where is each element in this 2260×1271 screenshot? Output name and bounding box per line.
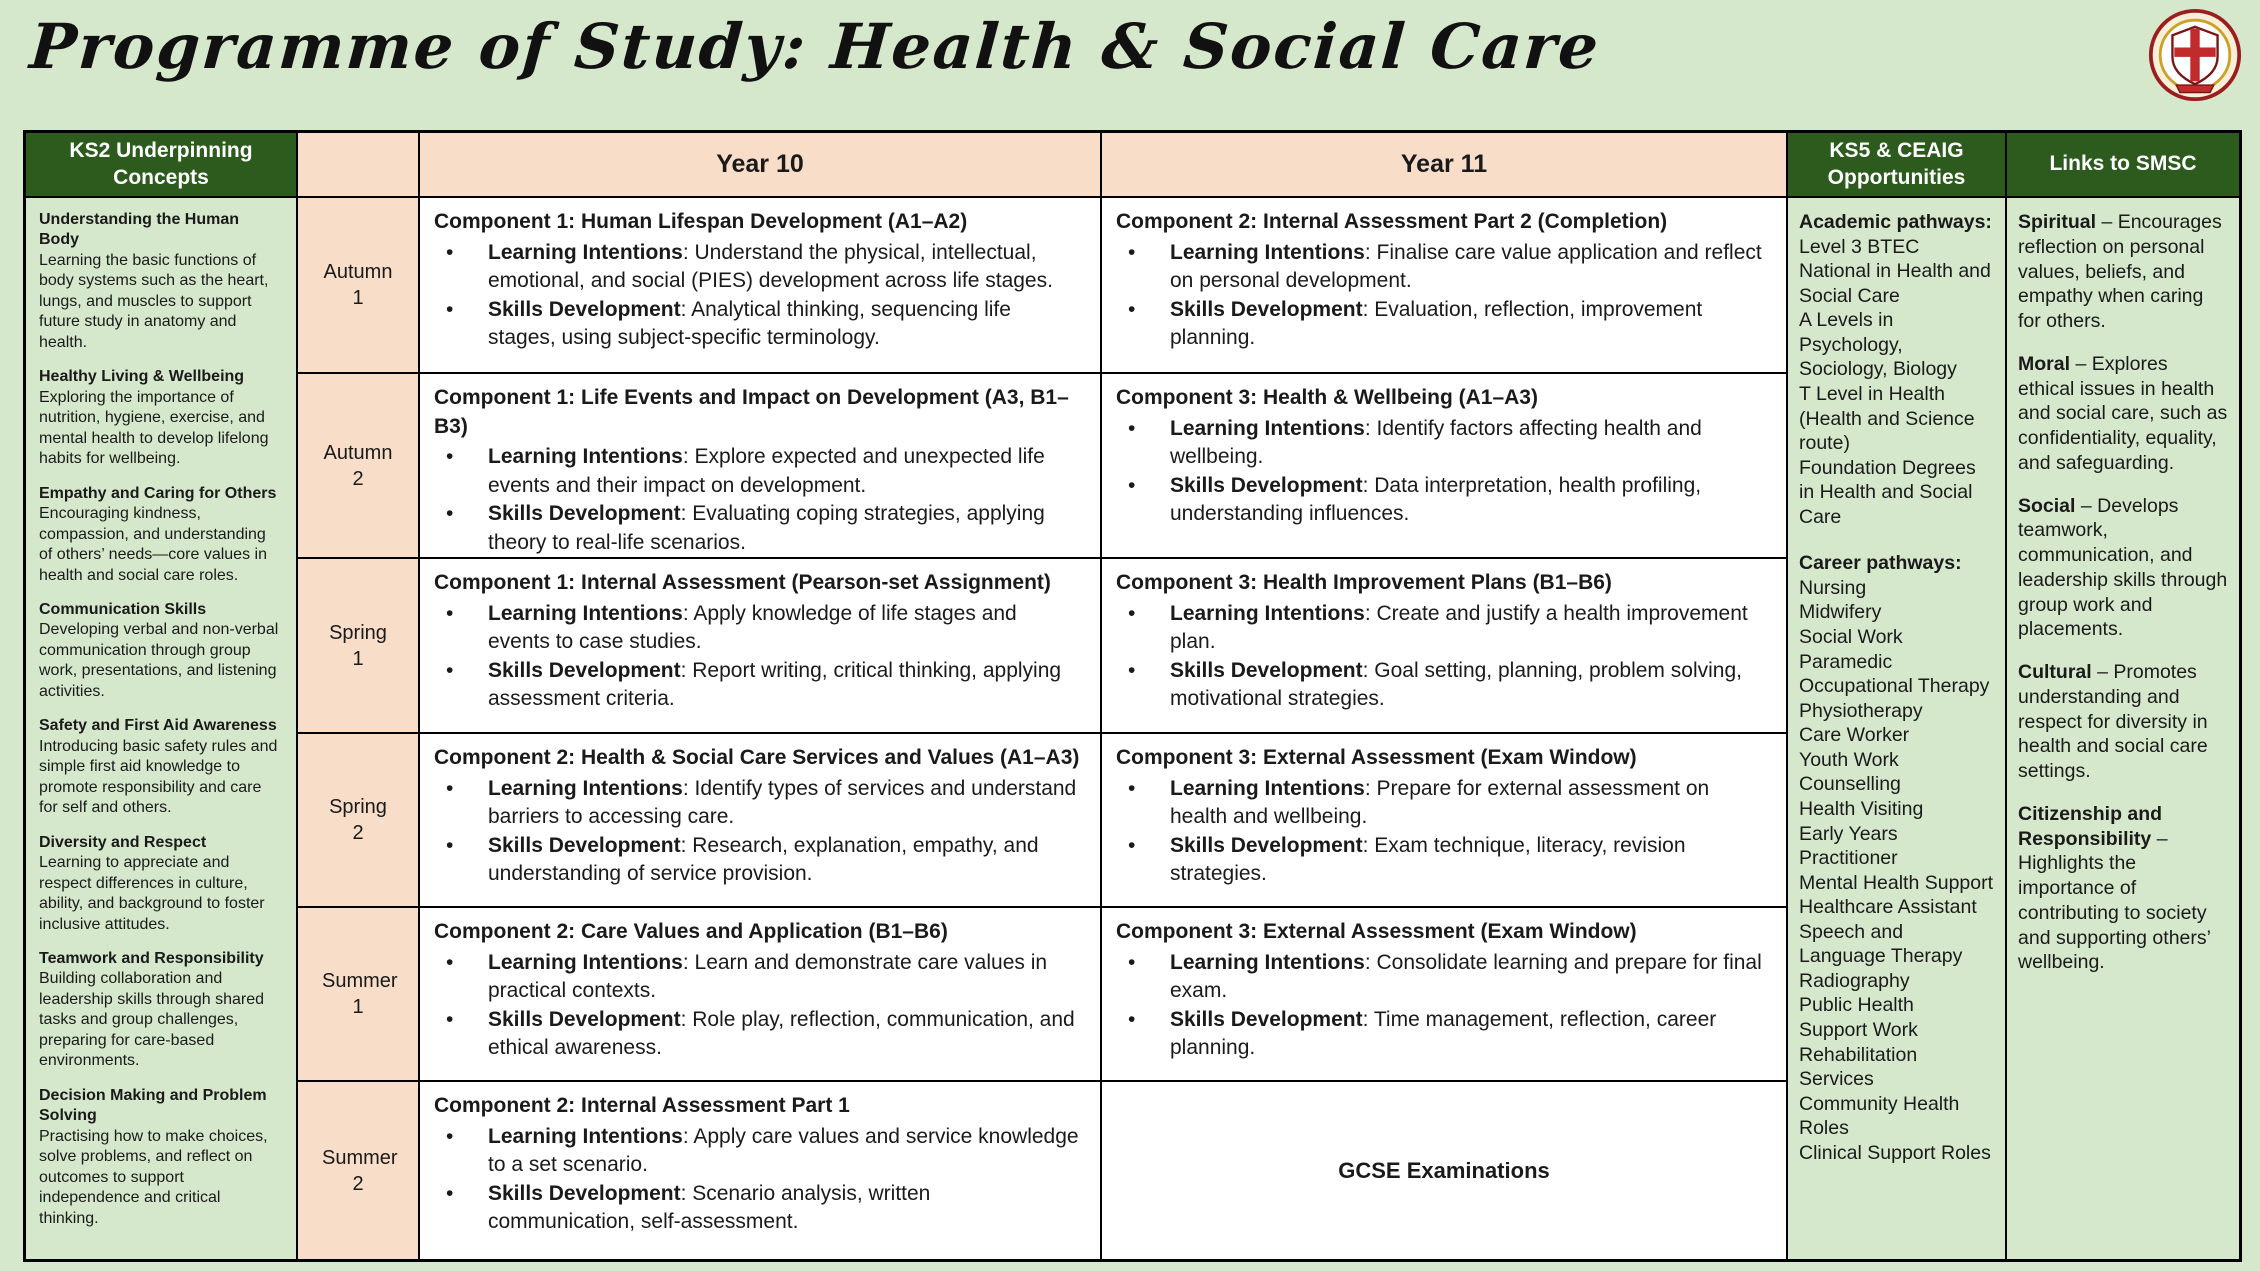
year10-spring1-cell <box>420 559 1100 732</box>
list-item: Occupational Therapy <box>1799 675 1990 698</box>
bullet-text: : Report writing, critical thinking, applying assessment criteria. <box>488 658 1062 711</box>
component-title: Component 3: Health Improvement Plans (B1–B6) <box>1116 571 1612 594</box>
list-item: Support Work <box>1799 1019 1918 1041</box>
ks2-concept <box>39 716 283 818</box>
bullet-lead: Learning Intentions <box>488 776 683 800</box>
bullet-item <box>1116 600 1772 657</box>
component-title: Component 1: Internal Assessment (Pearson-set Assignment) <box>434 571 1051 594</box>
bullet-item <box>1116 415 1772 472</box>
list-item: Health Visiting <box>1799 797 1924 820</box>
bullet-text: : Finalise care value application and reflect on personal development. <box>1170 240 1762 293</box>
bullet-item <box>1116 472 1772 529</box>
concept-title: Diversity and Respect <box>39 833 207 851</box>
list-item: Public Health <box>1799 994 1914 1017</box>
smsc-lead: Moral <box>2018 352 2071 375</box>
component-title: Component 1: Human Lifespan Development (A1–A2) <box>434 210 968 233</box>
smsc-spiritual <box>2018 210 2228 334</box>
concept-text: Learning to appreciate and respect differences in culture, ability, and background to foster inclusive attitudes. <box>39 854 265 933</box>
bullet-icon: • <box>1128 601 1136 625</box>
bullet-lead: Learning Intentions <box>1170 416 1365 440</box>
bullet-lead: Skills Development <box>1170 1007 1363 1031</box>
year11-spring1-cell <box>1102 559 1786 732</box>
list-item: Foundation Degrees in Health and Social Care <box>1799 456 1976 528</box>
bullet-item <box>434 775 1086 832</box>
term-label: Spring 1 <box>329 621 387 670</box>
concept-text: Practising how to make choices, solve problems, and reflect on outcomes to support independence and critical thinking. <box>39 1127 268 1227</box>
list-item: T Level in Health (Health and Science route) <box>1799 382 1975 455</box>
bullet-icon: • <box>1128 240 1136 264</box>
bullet-lead: Skills Development <box>488 833 681 857</box>
bullet-lead: Skills Development <box>488 658 681 682</box>
bullet-item <box>1116 949 1772 1006</box>
year10-autumn2-cell <box>420 374 1100 557</box>
bullet-icon: • <box>446 601 454 625</box>
component-title: Component 3: External Assessment (Exam Window) <box>1116 746 1637 769</box>
bullet-icon: • <box>446 658 454 682</box>
year10-autumn1-cell <box>420 198 1100 372</box>
academic-pathways-block <box>1799 210 1994 529</box>
bullet-icon: • <box>446 297 454 321</box>
smsc-moral <box>2018 352 2228 476</box>
smsc-text: – Highlights the importance of contributing to society and supporting others’ wellbeing. <box>2018 827 2211 974</box>
component-title: Component 1: Life Events and Impact on Development (A3, B1–B3) <box>434 386 1069 438</box>
term-spring-2 <box>298 734 418 906</box>
list-item: Care Worker <box>1799 724 1910 747</box>
bullet-text: : Understand the physical, intellectual, emotional, and social (PIES) development across life stages. <box>488 240 1053 293</box>
bullet-lead: Learning Intentions <box>488 240 683 264</box>
bullet-text: : Role play, reflection, communication, and ethical awareness. <box>488 1007 1075 1060</box>
bullet-item <box>434 949 1086 1006</box>
bullet-icon: • <box>1128 776 1136 800</box>
list-item: Radiography <box>1799 969 1910 992</box>
bullet-text: : Apply knowledge of life stages and events to case studies. <box>488 601 1017 654</box>
list-item: Youth Work <box>1799 748 1899 771</box>
header-ks2-concepts: KS2 Underpinning Concepts <box>26 133 296 196</box>
term-autumn-1 <box>298 198 418 372</box>
smsc-text: – Develops teamwork, communication, and leadership skills through group work and placements. <box>2018 494 2228 641</box>
bullet-icon: • <box>446 240 454 264</box>
header-links-smsc: Links to SMSC <box>2007 133 2239 196</box>
term-summer-2 <box>298 1082 418 1259</box>
bullet-item <box>434 443 1086 500</box>
bullet-item <box>1116 832 1772 889</box>
year10-summer1-cell <box>420 908 1100 1080</box>
bullet-lead: Learning Intentions <box>488 1124 683 1148</box>
ks2-concepts-panel <box>26 198 296 1259</box>
term-label: Spring 2 <box>329 796 387 844</box>
term-label: Summer 2 <box>322 1146 398 1195</box>
list-item: Mental Health Support <box>1799 871 1994 894</box>
bullet-text: : Identify types of services and understand barriers to accessing care. <box>488 776 1077 829</box>
year11-summer1-cell <box>1102 908 1786 1080</box>
bullet-text: : Prepare for external assessment on health and wellbeing. <box>1170 776 1710 829</box>
list-item: Social Work <box>1799 626 1903 648</box>
ks2-concept <box>39 600 283 702</box>
bullet-item <box>1116 775 1772 832</box>
concept-title: Understanding the Human Body <box>39 211 240 249</box>
concept-text: Exploring the importance of nutrition, hygiene, exercise, and mental health to develop lifelong habits for wellbeing. <box>39 388 269 468</box>
smsc-text: – Encourages reflection on personal values, beliefs, and empathy when caring for others. <box>2018 211 2222 332</box>
bullet-icon: • <box>446 1124 454 1148</box>
bullet-item <box>434 600 1086 657</box>
bullet-text: : Create and justify a health improvement plan. <box>1170 601 1748 654</box>
ks2-concept <box>39 484 283 586</box>
bullet-text: : Learn and demonstrate care values in practical contexts. <box>488 950 1048 1003</box>
year10-summer2-cell <box>420 1082 1100 1259</box>
bullet-icon: • <box>1128 473 1136 497</box>
bullet-icon: • <box>1128 416 1136 440</box>
term-label: Summer 1 <box>322 970 398 1018</box>
smsc-lead: Citizenship and Responsibility <box>2018 802 2163 850</box>
list-item: Speech and Language Therapy <box>1799 920 1963 968</box>
year11-autumn2-cell <box>1102 374 1786 557</box>
bullet-item <box>434 1180 1086 1237</box>
term-label: Autumn 1 <box>323 261 393 309</box>
concept-title: Empathy and Caring for Others <box>39 484 277 502</box>
bullet-item <box>1116 239 1772 296</box>
bullet-icon: • <box>1128 297 1136 321</box>
bullet-lead: Skills Development <box>488 502 681 526</box>
bullet-text: : Data interpretation, health profiling, understanding influences. <box>1170 473 1702 526</box>
bullet-icon: • <box>446 833 454 857</box>
header-term-blank <box>298 133 418 196</box>
bullet-icon: • <box>446 1007 454 1031</box>
bullet-lead: Skills Development <box>1170 833 1363 857</box>
year10-spring2-cell <box>420 734 1100 906</box>
concept-title: Safety and First Aid Awareness <box>39 717 277 735</box>
bullet-lead: Learning Intentions <box>1170 950 1365 974</box>
year11-summer2-gcse-cell <box>1102 1082 1786 1259</box>
smsc-text: – Explores ethical issues in health and social care, such as confidentiality, equality, and safeguarding. <box>2018 352 2228 474</box>
bullet-text: : Explore expected and unexpected life events and their impact on development. <box>488 445 1045 497</box>
career-pathways-title: Career pathways: <box>1799 552 1962 575</box>
bullet-text: : Exam technique, literacy, revision strategies. <box>1170 833 1686 886</box>
term-label: Autumn 2 <box>323 441 393 490</box>
bullet-text: : Evaluating coping strategies, applying theory to real-life scenarios. <box>488 502 1045 554</box>
year11-autumn1-cell <box>1102 198 1786 372</box>
ks2-concept <box>39 949 283 1072</box>
bullet-text: : Apply care values and service knowledge to a set scenario. <box>488 1124 1079 1177</box>
concept-text: Encouraging kindness, compassion, and understanding of others’ needs—core values in health and social care roles. <box>39 505 267 584</box>
list-item: Nursing <box>1799 576 1867 599</box>
page-title: Programme of Study: Health & Social Care <box>27 10 1603 83</box>
bullet-text: : Consolidate learning and prepare for final exam. <box>1170 950 1762 1003</box>
concept-title: Teamwork and Responsibility <box>39 950 264 967</box>
bullet-lead: Skills Development <box>1170 473 1363 497</box>
list-item: Level 3 BTEC National in Health and Social Care <box>1799 235 1991 307</box>
concept-text: Building collaboration and leadership skills through shared tasks and group challenges, preparing for care-based environments. <box>39 970 265 1070</box>
list-item: A Levels in Psychology, Sociology, Biology <box>1799 309 1957 381</box>
year11-spring2-cell <box>1102 734 1786 906</box>
bullet-icon: • <box>446 1181 454 1205</box>
smsc-text: – Promotes understanding and respect for diversity in health and social care settings. <box>2018 661 2208 782</box>
component-title: Component 2: Health & Social Care Services and Values (A1–A3) <box>434 746 1080 769</box>
component-title: Component 3: Health & Wellbeing (A1–A3) <box>1116 386 1538 409</box>
bullet-item <box>434 1123 1086 1180</box>
bullet-icon: • <box>1128 1007 1136 1031</box>
smsc-lead: Social <box>2018 494 2076 517</box>
bullet-item <box>1116 1006 1772 1063</box>
smsc-cultural <box>2018 660 2228 784</box>
ks2-concept <box>39 1086 283 1229</box>
bullet-lead: Learning Intentions <box>1170 601 1365 625</box>
smsc-lead: Cultural <box>2018 661 2092 683</box>
component-title: Component 2: Internal Assessment Part 2 (Completion) <box>1116 210 1668 233</box>
bullet-lead: Learning Intentions <box>488 950 683 974</box>
component-title: Component 2: Internal Assessment Part 1 <box>434 1094 850 1117</box>
bullet-item <box>434 832 1086 889</box>
bullet-text: : Research, explanation, empathy, and understanding of service provision. <box>488 833 1039 886</box>
ks2-concept <box>39 210 283 353</box>
smsc-lead: Spiritual <box>2018 211 2097 233</box>
career-pathways-block <box>1799 551 1994 1165</box>
bullet-item <box>434 296 1086 353</box>
term-autumn-2 <box>298 374 418 557</box>
bullet-lead: Skills Development <box>1170 297 1363 321</box>
term-spring-1 <box>298 559 418 732</box>
list-item: Early Years Practitioner <box>1799 822 1898 870</box>
bullet-text: : Identify factors affecting health and wellbeing. <box>1170 416 1702 469</box>
header-year10: Year 10 <box>420 133 1100 196</box>
programme-table <box>23 130 2242 1262</box>
bullet-text: : Analytical thinking, sequencing life stages, using subject-specific terminology. <box>488 297 1011 350</box>
bullet-text: : Evaluation, reflection, improvement planning. <box>1170 297 1703 350</box>
bullet-text: : Goal setting, planning, problem solving, motivational strategies. <box>1170 658 1742 711</box>
bullet-icon: • <box>446 950 454 974</box>
bullet-icon: • <box>446 776 454 800</box>
list-item: Community Health Roles <box>1799 1092 1960 1140</box>
ks2-concept <box>39 367 283 469</box>
ks5-ceaig-panel <box>1788 198 2005 1259</box>
bullet-lead: Learning Intentions <box>1170 240 1365 264</box>
bullet-text: : Scenario analysis, written communication, self-assessment. <box>488 1181 931 1234</box>
ks2-concept <box>39 833 283 935</box>
bullet-icon: • <box>446 445 454 469</box>
bullet-item <box>1116 657 1772 714</box>
career-pathways-list <box>1799 576 1994 1166</box>
bullet-text: : Time management, reflection, career planning. <box>1170 1007 1717 1060</box>
list-item: Midwifery <box>1799 601 1882 624</box>
bullet-lead: Learning Intentions <box>488 445 683 469</box>
bullet-lead: Skills Development <box>1170 658 1363 682</box>
concept-title: Decision Making and Problem Solving <box>39 1086 267 1125</box>
academic-pathways-title: Academic pathways: <box>1799 211 1992 233</box>
list-item: Clinical Support Roles <box>1799 1141 1991 1164</box>
bullet-item <box>434 500 1086 557</box>
bullet-lead: Learning Intentions <box>488 601 683 625</box>
concept-text: Learning the basic functions of body systems such as the heart, lungs, and muscles to support future study in anatomy and health. <box>39 251 269 351</box>
list-item: Counselling <box>1799 773 1901 796</box>
concept-title: Communication Skills <box>39 600 207 618</box>
list-item: Paramedic <box>1799 650 1893 673</box>
bullet-icon: • <box>1128 950 1136 974</box>
component-title: Component 2: Care Values and Application (B1–B6) <box>434 920 948 943</box>
concept-text: Introducing basic safety rules and simple first aid knowledge to promote responsibility and care for self and others. <box>39 737 278 817</box>
header-ks5-ceaig: KS5 & CEAIG Opportunities <box>1788 133 2005 196</box>
list-item: Rehabilitation Services <box>1799 1043 1918 1091</box>
bullet-lead: Skills Development <box>488 1007 681 1031</box>
bullet-icon: • <box>1128 658 1136 682</box>
school-crest-logo <box>2148 8 2242 102</box>
bullet-icon: • <box>446 502 454 526</box>
term-summer-1 <box>298 908 418 1080</box>
academic-pathways-list <box>1799 235 1994 530</box>
bullet-item <box>434 657 1086 714</box>
smsc-panel <box>2007 198 2239 1259</box>
concept-text: Developing verbal and non-verbal communication through group work, presentations, and listening activities. <box>39 621 279 700</box>
bullet-item <box>434 239 1086 296</box>
smsc-citizenship <box>2018 802 2228 975</box>
component-title: Component 3: External Assessment (Exam Window) <box>1116 920 1637 943</box>
smsc-social <box>2018 494 2228 643</box>
bullet-lead: Learning Intentions <box>1170 776 1365 800</box>
bullet-lead: Skills Development <box>488 297 681 321</box>
header-year11: Year 11 <box>1102 133 1786 196</box>
bullet-item <box>1116 296 1772 353</box>
bullet-lead: Skills Development <box>488 1181 681 1205</box>
gcse-examinations-label: GCSE Examinations <box>1338 1157 1550 1183</box>
bullet-item <box>434 1006 1086 1063</box>
list-item: Physiotherapy <box>1799 699 1923 722</box>
concept-title: Healthy Living & Wellbeing <box>39 368 245 386</box>
bullet-icon: • <box>1128 833 1136 857</box>
list-item: Healthcare Assistant <box>1799 896 1977 919</box>
